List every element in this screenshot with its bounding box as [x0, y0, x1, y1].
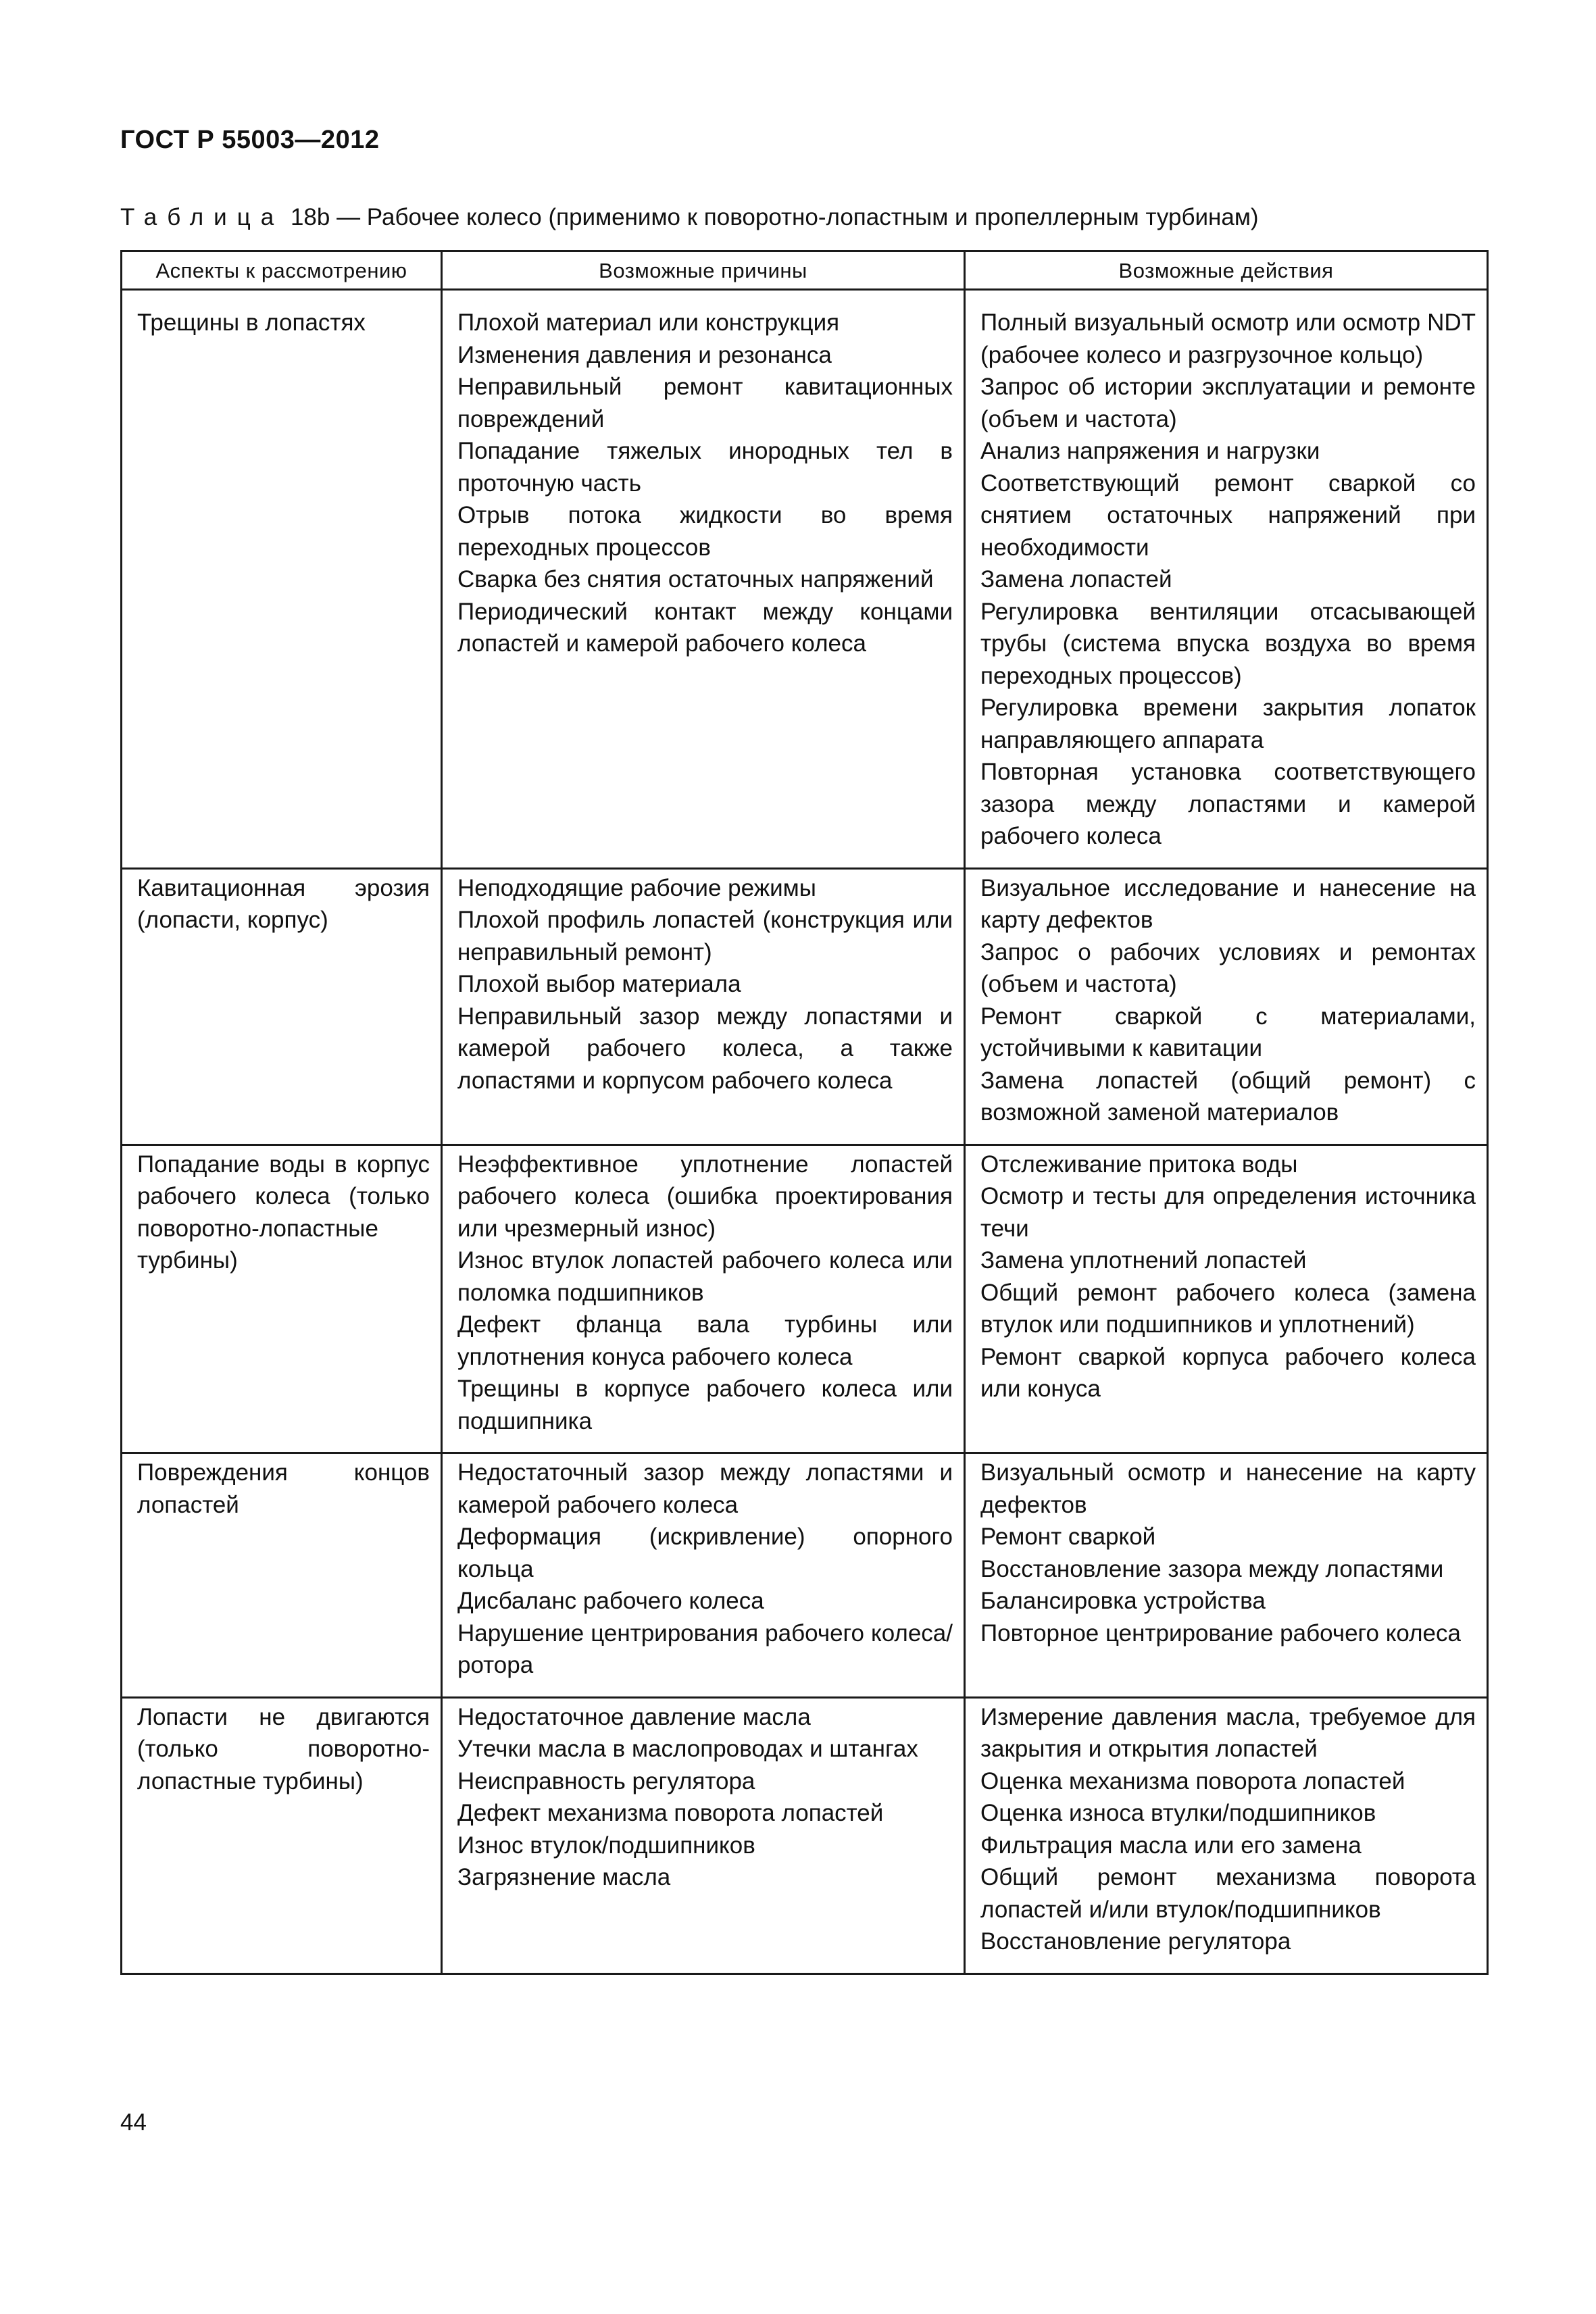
cause-item: Недостаточный зазор между лопастями и камерой рабочего колеса: [457, 1459, 953, 1518]
aspect-line: Лопасти не двигаются (только поворотно-лопастные турбины): [137, 1703, 430, 1794]
action-item: Регулировка времени закрытия лопаток направляющего аппарата: [980, 695, 1476, 753]
table-row: [122, 304, 1488, 868]
cause-item: Сварка без снятия остаточных напряжений: [457, 566, 934, 593]
actions-cell: [965, 304, 1488, 868]
cause-item: Дефект фланца вала турбины или уплотнения конуса рабочего колеса: [457, 1311, 953, 1370]
aspect-cell: [122, 868, 442, 1145]
actions-cell: [965, 1453, 1488, 1698]
cause-item: Неподходящие рабочие режимы: [457, 874, 816, 901]
table-row: [122, 868, 1488, 1145]
causes-cell: [442, 1145, 965, 1453]
cause-item: Отрыв потока жидкости во время переходных процессов: [457, 502, 953, 561]
cause-item: Плохой профиль лопастей (конструкция или неправильный ремонт): [457, 907, 953, 965]
cause-item: Деформация (искривление) опорного кольца: [457, 1524, 953, 1582]
action-item: Балансировка устройства: [980, 1588, 1266, 1614]
cause-item: Неэффективное уплотнение лопастей рабочего колеса (ошибка проектирования или чрезмерный износ): [457, 1151, 953, 1242]
action-item: Осмотр и тесты для определения источника течи: [980, 1183, 1476, 1242]
action-item: Общий ремонт рабочего колеса (замена втулок или подшипников и уплотнений): [980, 1279, 1476, 1338]
action-item: Замена лопастей (общий ремонт) с возможной заменой материалов: [980, 1067, 1476, 1126]
actions-cell: [965, 1697, 1488, 1973]
action-item: Восстановление зазора между лопастями: [980, 1555, 1444, 1582]
aspect-cell: [122, 1697, 442, 1973]
cause-item: Трещины в корпусе рабочего колеса или подшипника: [457, 1376, 953, 1434]
action-item: Визуальный осмотр и нанесение на карту дефектов: [980, 1459, 1476, 1518]
causes-cell: [442, 868, 965, 1145]
gap-cell: [122, 290, 442, 305]
cause-item: Неправильный зазор между лопастями и камерой рабочего колеса, а также лопастями и корпусом рабочего колеса: [457, 1003, 953, 1094]
action-item: Восстановление регулятора: [980, 1928, 1291, 1955]
action-item: Визуальное исследование и нанесение на карту дефектов: [980, 874, 1476, 933]
aspect-cell: [122, 304, 442, 868]
action-item: Полный визуальный осмотр или осмотр NDT (рабочее колесо и разгрузочное кольцо): [980, 309, 1476, 368]
causes-cell: [442, 304, 965, 868]
column-header-aspects: Аспекты к рассмотрению: [122, 251, 442, 290]
cause-item: Изменения давления и резонанса: [457, 341, 832, 368]
cause-item: Износ втулок/подшипников: [457, 1832, 755, 1859]
action-item: Соответствующий ремонт сваркой со снятием остаточных напряжений при необходимости: [980, 470, 1476, 561]
action-item: Оценка износа втулки/подшипников: [980, 1800, 1376, 1826]
gap-cell: [965, 290, 1488, 305]
gap-cell: [442, 290, 965, 305]
action-item: Анализ напряжения и нагрузки: [980, 438, 1320, 464]
table-row: [122, 1453, 1488, 1698]
cause-item: Плохой материал или конструкция: [457, 309, 840, 336]
table-body: [122, 290, 1488, 1974]
cause-item: Дефект механизма поворота лопастей: [457, 1800, 884, 1826]
table-header-row: [122, 251, 1488, 290]
action-item: Замена уплотнений лопастей: [980, 1247, 1307, 1274]
action-item: Запрос об истории эксплуатации и ремонте (объем и частота): [980, 374, 1476, 432]
table-caption-text: 18b — Рабочее колесо (применимо к поворотно-лопастным и пропеллерным турбинам): [284, 204, 1259, 230]
column-header-causes: Возможные причины: [442, 251, 965, 290]
header-gap-row: [122, 290, 1488, 305]
cause-item: Попадание тяжелых инородных тел в проточную часть: [457, 438, 953, 497]
cause-item: Недостаточное давление масла: [457, 1703, 811, 1730]
action-item: Фильтрация масла или его замена: [980, 1832, 1362, 1859]
causes-cell: [442, 1697, 965, 1973]
actions-cell: [965, 1145, 1488, 1453]
actions-cell: [965, 868, 1488, 1145]
page-number: 44: [120, 2109, 147, 2136]
causes-actions-table: [120, 250, 1489, 1975]
aspect-line: Попадание воды в корпус рабочего колеса (только поворотно-лопастные турбины): [137, 1151, 430, 1274]
document-code: ГОСТ Р 55003—2012: [120, 126, 380, 154]
action-item: Ремонт сваркой: [980, 1524, 1156, 1550]
cause-item: Периодический контакт между концами лопастей и камерой рабочего колеса: [457, 598, 953, 657]
action-item: Замена лопастей: [980, 566, 1172, 593]
action-item: Ремонт сваркой с материалами, устойчивыми к кавитации: [980, 1003, 1476, 1061]
action-item: Общий ремонт механизма поворота лопастей и/или втулок/подшипников: [980, 1864, 1476, 1923]
action-item: Отслеживание притока воды: [980, 1151, 1298, 1178]
cause-item: Утечки масла в маслопроводах и штангах: [457, 1736, 918, 1762]
cause-item: Загрязнение масла: [457, 1864, 671, 1890]
aspect-line: Повреждения концов лопастей: [137, 1459, 430, 1518]
cause-item: Плохой выбор материала: [457, 971, 741, 997]
table-row: [122, 1697, 1488, 1973]
action-item: Ремонт сваркой корпуса рабочего колеса или конуса: [980, 1343, 1476, 1402]
cause-item: Износ втулок лопастей рабочего колеса или поломка подшипников: [457, 1247, 953, 1306]
aspect-cell: [122, 1453, 442, 1698]
table-caption: [120, 204, 1259, 231]
action-item: Оценка механизма поворота лопастей: [980, 1767, 1405, 1794]
cause-item: Нарушение центрирования рабочего колеса/ротора: [457, 1619, 953, 1678]
action-item: Повторное центрирование рабочего колеса: [980, 1619, 1461, 1646]
aspect-line: Трещины в лопастях: [137, 309, 366, 336]
action-item: Запрос о рабочих условиях и ремонтах (объем и частота): [980, 938, 1476, 997]
table-caption-label: Таблица: [120, 204, 284, 230]
action-item: Регулировка вентиляции отсасывающей трубы (система впуска воздуха во время переходных процессов): [980, 598, 1476, 689]
column-header-actions: Возможные действия: [965, 251, 1488, 290]
aspect-line: Кавитационная эрозия (лопасти, корпус): [137, 874, 430, 933]
cause-item: Дисбаланс рабочего колеса: [457, 1588, 764, 1614]
causes-cell: [442, 1453, 965, 1698]
table-row: [122, 1145, 1488, 1453]
cause-item: Неправильный ремонт кавитационных повреждений: [457, 374, 953, 432]
cause-item: Неисправность регулятора: [457, 1767, 755, 1794]
aspect-cell: [122, 1145, 442, 1453]
action-item: Повторная установка соответствующего зазора между лопастями и камерой рабочего колеса: [980, 759, 1476, 849]
action-item: Измерение давления масла, требуемое для закрытия и открытия лопастей: [980, 1703, 1476, 1762]
